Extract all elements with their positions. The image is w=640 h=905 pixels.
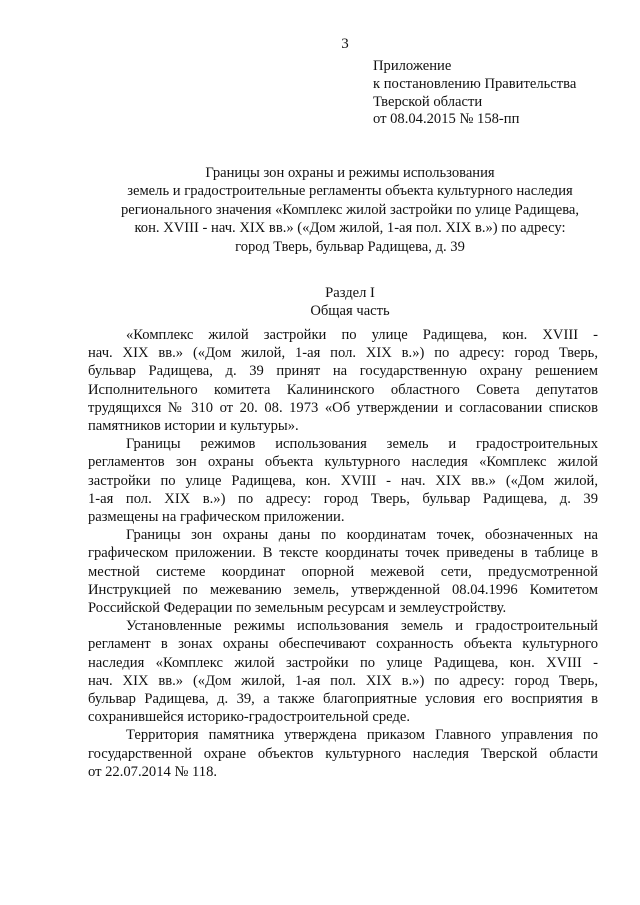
title-line: регионального значения «Комплекс жилой застройки по улице Радищева, <box>120 201 580 218</box>
paragraph-line: сохранившейся историко-градостроительной среде. <box>88 709 410 726</box>
document-title <box>80 164 620 256</box>
paragraph <box>88 435 598 526</box>
paragraph <box>88 726 598 781</box>
paragraph-line: Российской Федерации по земельным ресурсам и землеустройству. <box>88 600 507 617</box>
body-text <box>88 326 598 781</box>
appendix-line: Тверской области <box>373 93 483 110</box>
paragraph-line: трудящихся № 310 от 20. 08. 1973 «Об утверждении и согласовании списков <box>88 399 598 416</box>
title-line: Границы зон охраны и режимы использования <box>205 165 495 181</box>
paragraph-line: застройки по улице Радищева, кон. XVIII - нач. XIX вв.» («Дом жилой, <box>88 472 598 489</box>
paragraph-line: наследия «Комплекс жилой застройки по улице Радищева, кон. XVIII - <box>88 654 598 671</box>
appendix-line: Приложение <box>373 58 452 74</box>
paragraph-line: бульвар Радищева, д. 39 принят на государственную охрану решением <box>88 363 598 380</box>
paragraph-line: Инструкцией по межеванию земель, утвержденной 08.04.1996 Комитетом <box>88 581 598 598</box>
paragraph-line: регламент в зонах охраны обеспечивают сохранность объекта культурного <box>88 636 598 653</box>
paragraph-line: бульвар Радищева, д. 39, а также благоприятные условия его восприятия в <box>88 691 598 708</box>
paragraph-line: памятников истории и культуры». <box>88 418 299 435</box>
paragraph-line: государственной охране объектов культурного наследия Тверской области <box>88 745 598 762</box>
appendix-line: от 08.04.2015 № 158-пп <box>373 111 520 128</box>
paragraph <box>88 326 598 435</box>
paragraph-line: нач. XIX вв.» («Дом жилой, 1-ая пол. XIX в.») по адресу: город Тверь, <box>88 345 598 362</box>
section-number: Раздел I <box>325 285 375 301</box>
page-number: 3 <box>341 36 349 52</box>
paragraph-line: Исполнительного комитета Калининского областного Совета депутатов <box>88 381 598 398</box>
title-line: земель и градостроительные регламенты объекта культурного наследия <box>127 183 573 200</box>
paragraph-line: графическом приложении. В тексте координаты точек приведены в таблице в <box>88 545 598 562</box>
title-line: город Тверь, бульвар Радищева, д. 39 <box>235 238 465 255</box>
paragraph-line: 1-ая пол. XIX в.») по адресу: город Тверь, бульвар Радищева, д. 39 <box>88 490 598 507</box>
appendix-block <box>373 58 576 129</box>
paragraph-line: местной системе координат опорной межевой сети, предусмотренной <box>88 563 598 580</box>
appendix-line: к постановлению Правительства <box>373 75 577 92</box>
paragraph-line: от 22.07.2014 № 118. <box>88 763 218 780</box>
paragraph <box>88 617 598 726</box>
paragraph-line: «Комплекс жилой застройки по улице Радищева, кон. XVIII - <box>126 327 598 343</box>
paragraph <box>88 526 598 617</box>
section-name: Общая часть <box>310 303 390 320</box>
paragraph-line: Границы режимов использования земель и градостроительных <box>126 436 598 453</box>
paragraph-line: Установленные режимы использования земель и градостроительный <box>126 618 598 635</box>
paragraph-line: Границы зон охраны даны по координатам точек, обозначенных на <box>126 527 598 544</box>
paragraph-line: Территория памятника утверждена приказом Главного управления по <box>126 727 598 744</box>
paragraph-line: размещены на графическом приложении. <box>88 509 345 526</box>
section-heading <box>80 284 620 321</box>
title-line: кон. XVIII - нач. XIX вв.» («Дом жилой, 1-ая пол. XIX в.») по адресу: <box>134 220 566 237</box>
paragraph-line: регламентов зон охраны объекта культурного наследия «Комплекс жилой <box>88 454 598 471</box>
paragraph-line: нач. XIX вв.» («Дом жилой, 1-ая пол. XIX в.») по адресу: город Тверь, <box>88 672 598 689</box>
